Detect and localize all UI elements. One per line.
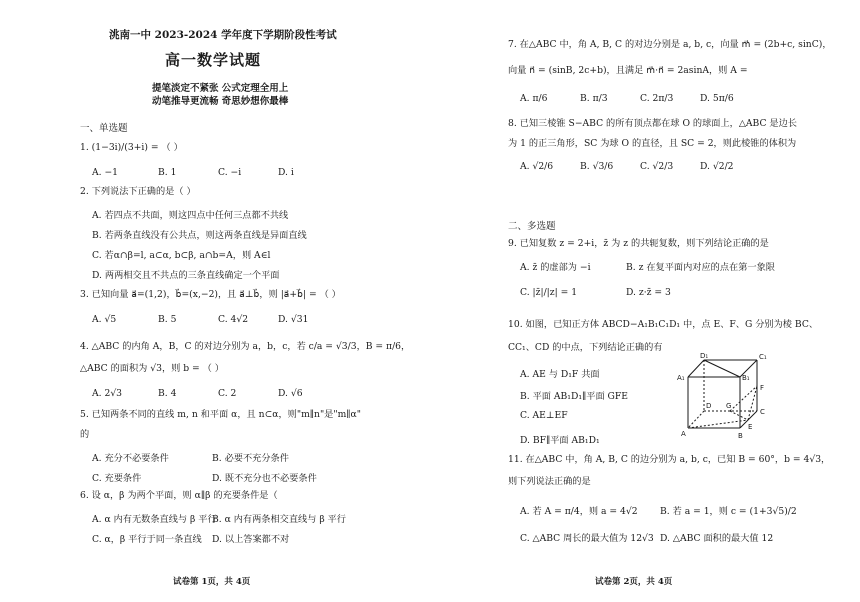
q6-option-d: D. 以上答案都不对	[212, 534, 290, 545]
section-heading: 一、单选题	[80, 123, 128, 134]
q4-option-a: A. 2√3	[92, 388, 123, 399]
question-5-stem: 5. 已知两条不同的直线 m, n 和平面 α，且 n⊂α，则"m∥n"是"m∥α"	[80, 409, 361, 420]
right-page	[430, 0, 860, 602]
question-10-stem-cont: CC₁、CD 的中点，下列结论正确的有	[508, 342, 663, 353]
q1-option-b: B. 1	[158, 167, 177, 178]
q10-option-a: A. AE 与 D₁F 共面	[520, 369, 600, 380]
q11-option-c: C. △ABC 周长的最大值为 12√3	[520, 533, 654, 544]
question-9-stem: 9. 已知复数 z = 2+i，z̄ 为 z 的共轭复数，则下列结论正确的是	[508, 238, 769, 249]
q8-option-c: C. √2/3	[640, 161, 674, 172]
q8-option-a: A. √2/6	[520, 161, 554, 172]
cube-label-b: B	[738, 432, 743, 440]
exam-title: 洮南一中 2023-2024 学年度下学期阶段性考试	[109, 29, 337, 41]
question-4-stem-cont: △ABC 的面积为 √3，则 b = （ ）	[80, 363, 224, 374]
q2-option-d: D. 两两相交且不共点的三条直线确定一个平面	[92, 270, 280, 281]
motto-line-2: 动笔推导更流畅 奇思妙想你最棒	[152, 96, 289, 107]
q1-option-d: D. i	[278, 167, 294, 178]
q11-option-b: B. 若 a = 1，则 c = (1+3√5)/2	[660, 506, 797, 517]
q5-option-a: A. 充分不必要条件	[92, 453, 169, 464]
q7-option-b: B. π/3	[580, 93, 608, 104]
cube-label-c1: C₁	[759, 353, 767, 361]
q9-option-b: B. z 在复平面内对应的点在第一象限	[626, 262, 775, 273]
q2-option-a: A. 若四点不共面，则这四点中任何三点都不共线	[92, 210, 289, 221]
q1-option-c: C. −i	[218, 167, 242, 178]
q6-option-a: A. α 内有无数条直线与 β 平行	[92, 514, 217, 525]
cube-label-e: E	[748, 423, 753, 431]
question-7-stem: 7. 在△ABC 中，角 A, B, C 的对边分别是 a, b, c，向量 m⃗ = (2b+c, sinC)，	[508, 39, 832, 50]
q8-option-b: B. √3/6	[580, 161, 614, 172]
q5-option-d: D. 既不充分也不必要条件	[212, 473, 317, 484]
q3-option-c: C. 4√2	[218, 314, 249, 325]
cube-label-c: C	[760, 408, 765, 416]
q9-option-d: D. z·z̄ = 3	[626, 287, 671, 298]
q11-option-d: D. △ABC 面积的最大值 12	[660, 533, 774, 544]
q4-option-b: B. 4	[158, 388, 177, 399]
q9-option-c: C. |z̄|/|z| = 1	[520, 287, 578, 298]
q5-option-b: B. 必要不充分条件	[212, 453, 289, 464]
cube-label-a: A	[681, 430, 686, 438]
q2-option-c: C. 若α∩β=l, a⊂α, b⊂β, a∩b=A，则 A∈l	[92, 250, 271, 261]
question-5-stem-cont: 的	[80, 429, 90, 440]
q1-option-a: A. −1	[92, 167, 119, 178]
q6-option-b: B. α 内有两条相交直线与 β 平行	[212, 514, 346, 525]
question-4-stem: 4. △ABC 的内角 A，B，C 的对边分别为 a，b，c，若 c/a = √3/3，B = π/6，	[80, 341, 411, 352]
q6-option-c: C. α，β 平行于同一条直线	[92, 534, 202, 545]
page-footer: 试卷第 1页，共 4页	[173, 577, 251, 587]
cube-label-g: G	[726, 402, 732, 410]
page-title: 高一数学试题	[165, 51, 262, 69]
q7-option-c: C. 2π/3	[640, 93, 674, 104]
q3-option-b: B. 5	[158, 314, 177, 325]
q10-option-b: B. 平面 AB₁D₁∥平面 GFE	[520, 391, 628, 402]
q3-option-d: D. √31	[278, 314, 309, 325]
question-2-stem: 2. 下列说法下正确的是（ ）	[80, 186, 196, 197]
question-10-stem: 10. 如图，已知正方体 ABCD−A₁B₁C₁D₁ 中，点 E、F、G 分别为棱 BC、	[508, 319, 819, 330]
question-8-stem-cont: 为 1 的正三角形，SC 为球 O 的直径，且 SC = 2，则此棱锥的体积为	[508, 138, 797, 149]
q3-option-a: A. √5	[92, 314, 117, 325]
cube-figure	[674, 350, 774, 440]
section-heading-2: 二、多选题	[508, 221, 556, 232]
q11-option-a: A. 若 A = π/4，则 a = 4√2	[520, 506, 638, 517]
question-8-stem: 8. 已知三棱锥 S−ABC 的所有顶点都在球 O 的球面上，△ABC 是边长	[508, 118, 797, 129]
q7-option-a: A. π/6	[520, 93, 548, 104]
question-1-stem: 1. (1−3i)/(3+i) = （ ）	[80, 142, 183, 153]
cube-label-a1: A₁	[677, 374, 685, 382]
q9-option-a: A. z̄ 的虚部为 −i	[520, 262, 591, 273]
q4-option-d: D. √6	[278, 388, 303, 399]
motto-line-1: 提笔淡定不紧张 公式定理全用上	[152, 83, 289, 94]
cube-label-d: D	[706, 402, 712, 410]
cube-label-f: F	[760, 384, 765, 392]
question-3-stem: 3. 已知向量 a⃗=(1,2)，b⃗=(x,−2)，且 a⃗⊥b⃗，则 |a⃗+b⃗| = （ ）	[80, 289, 341, 300]
cube-label-b1: B₁	[742, 374, 750, 382]
q7-option-d: D. 5π/6	[700, 93, 734, 104]
question-7-stem-cont: 向量 n⃗ = (sinB, 2c+b)，且满足 m⃗·n⃗ = 2asinA，则 A =	[508, 65, 748, 76]
q5-option-c: C. 充要条件	[92, 473, 142, 484]
q2-option-b: B. 若两条直线没有公共点，则这两条直线是异面直线	[92, 230, 307, 241]
page-footer-2: 试卷第 2页，共 4页	[595, 577, 673, 587]
q10-option-c: C. AE⊥EF	[520, 410, 568, 421]
question-11-stem-cont: 则下列说法正确的是	[508, 476, 591, 487]
question-6-stem: 6. 设 α，β 为两个平面，则 α∥β 的充要条件是（	[80, 490, 278, 501]
q8-option-d: D. √2/2	[700, 161, 734, 172]
q10-option-d: D. BF∥平面 AB₁D₁	[520, 435, 600, 446]
q4-option-c: C. 2	[218, 388, 237, 399]
cube-label-d1: D₁	[700, 352, 709, 360]
question-11-stem: 11. 在△ABC 中，角 A, B, C 的边分别为 a, b, c，已知 B = 60°，b = 4√3，	[508, 454, 831, 465]
